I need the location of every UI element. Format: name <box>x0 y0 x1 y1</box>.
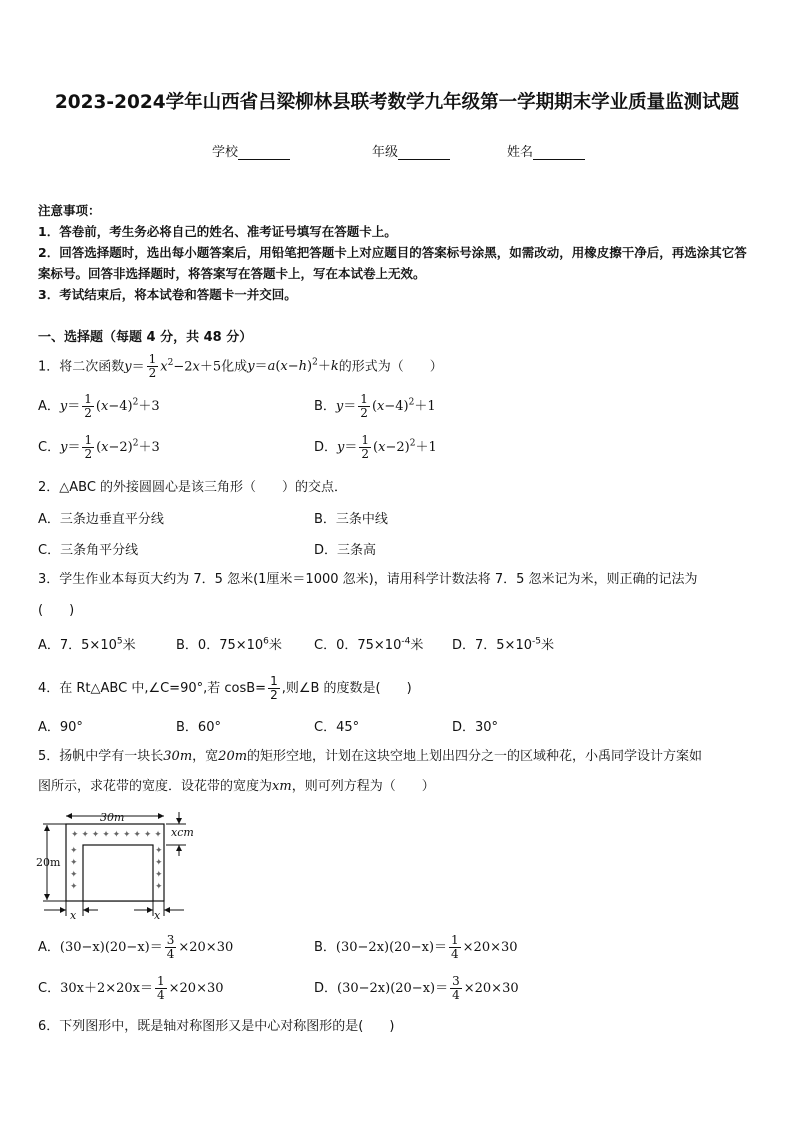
svg-text:✦: ✦ <box>155 846 163 856</box>
q1-option-a[interactable]: A．y＝ $\frac{1}{2}$ $(x-4)^2+3$ <box>38 392 160 420</box>
page-title: 2023-2024学年山西省吕梁柳林县联考数学九年级第一学期期末学业质量监测试题 <box>54 92 740 113</box>
q5-option-b[interactable]: B．(30−2x)(20−x)＝ $\frac{1}{4}$ ×20×30 <box>314 933 518 961</box>
q1-middle: 化成 <box>221 359 248 375</box>
fig-bottom-left-label: x <box>70 909 77 920</box>
q1-option-d[interactable]: D．y＝ $\frac{1}{2}$ $(x-2)^2+1$ <box>314 433 437 461</box>
svg-text:✦: ✦ <box>70 882 78 892</box>
q4-option-a[interactable]: A．90° <box>38 720 83 735</box>
q2-option-c[interactable]: C．三条角平分线 <box>38 543 139 558</box>
q2-option-a[interactable]: A．三条边垂直平分线 <box>38 512 164 527</box>
name-label: 姓名 <box>507 145 534 160</box>
q1-formula: y <box>124 359 132 375</box>
svg-text:✦: ✦ <box>155 870 163 880</box>
q1-prefix: 1．将二次函数 <box>38 359 125 375</box>
question-4: 4．在 Rt△ABC 中,∠C=90°,若 cosB= $\frac{1}{2}$ ,则∠B 的度数是( ) <box>38 674 412 702</box>
svg-text:✦: ✦ <box>155 858 163 868</box>
fig-right-label: xcm <box>171 826 194 839</box>
q5-option-d[interactable]: D．(30−2x)(20−x)＝ $\frac{3}{4}$ ×20×30 <box>314 974 519 1002</box>
notice-heading: 注意事项： <box>38 203 101 218</box>
svg-text:✦: ✦ <box>155 882 163 892</box>
question-2: 2．△ABC 的外接圆圆心是该三角形（ ）的交点． <box>38 480 348 495</box>
name-field[interactable] <box>507 141 585 160</box>
grade-label: 年级 <box>372 145 399 160</box>
section-heading: 一、选择题（每题 4 分，共 48 分） <box>38 330 253 345</box>
q3-option-a[interactable]: A．7．$5\times 10^5$米 <box>38 636 136 653</box>
school-label: 学校 <box>212 145 239 160</box>
q1-suffix: 的形式为（ ） <box>338 359 443 375</box>
q2-option-d[interactable]: D．三条高 <box>314 543 377 558</box>
q3-option-c[interactable]: C．0．$75\times 10^{-4}$米 <box>314 636 424 653</box>
q1-option-c[interactable]: C．y＝ $\frac{1}{2}$ $(x-2)^2+3$ <box>38 433 160 461</box>
svg-text:✦: ✦ <box>70 858 78 868</box>
q3-stem: 3．学生作业本每页大约为 7．5 忽米(1厘米＝1000 忽米)，请用科学计数法将 7．5 忽米记为米，则正确的记法为 <box>38 572 698 587</box>
question-5: 5．扬帆中学有一块长30m，宽20m的矩形空地，计划在这块空地上划出四分之一的区域种花，小禹同学设计方案如 图所示，求花带的宽度．设花带的宽度为xm，则可列方程为（ ） <box>38 749 703 794</box>
notice-item: 2．回答选择题时，选出每小题答案后，用铅笔把答题卡上对应题目的答案标号涂黑，如需改动，用橡皮擦干净后，再选涂其它答案标号。回答非选择题时，将答案写在答题卡上，写在本试卷上无效。 <box>38 245 747 281</box>
grade-field[interactable] <box>372 141 450 160</box>
question-3 <box>38 569 758 622</box>
fig-bottom-right-label: x <box>154 909 161 920</box>
q3-option-d[interactable]: D．7．$5\times 10^{-5}$米 <box>452 636 554 653</box>
notice-item: 3．考试结束后，将本试卷和答题卡一并交回。 <box>38 287 297 302</box>
q5-option-c[interactable]: C．30x＋2×20x＝ $\frac{1}{4}$ ×20×30 <box>38 974 224 1002</box>
question-6: 6．下列图形中，既是轴对称图形又是中心对称图形的是( ) <box>38 1019 395 1034</box>
notice-block <box>38 200 758 305</box>
q5-option-a[interactable]: A．(30−x)(20−x)＝ $\frac{3}{4}$ ×20×30 <box>38 933 234 961</box>
question-1: 1．将二次函数y＝ $\frac{1}{2}$ $x^2-2x+5$化成$y=a(x-h)^2+k$的形式为（ ） <box>38 352 443 381</box>
svg-text:✦: ✦ <box>70 846 78 856</box>
garden-diagram <box>34 808 204 920</box>
fig-left-label: 20m <box>36 856 61 869</box>
q4-option-d[interactable]: D．30° <box>452 720 499 735</box>
svg-text:✦ ✦ ✦ ✦ ✦ ✦ ✦ ✦ ✦: ✦ ✦ ✦ ✦ ✦ ✦ ✦ ✦ ✦ <box>71 830 162 840</box>
fig-top-label: 30m <box>100 811 125 824</box>
q4-fraction: $\frac{1}{2}$ <box>270 674 278 702</box>
q4-option-b[interactable]: B．60° <box>176 720 221 735</box>
q3-option-b[interactable]: B．0．$75\times 10^6$米 <box>176 636 282 653</box>
q4-option-c[interactable]: C．45° <box>314 720 360 735</box>
school-field[interactable] <box>212 141 290 160</box>
svg-text:✦: ✦ <box>70 870 78 880</box>
notice-item: 1．答卷前，考生务必将自己的姓名、准考证号填写在答题卡上。 <box>38 224 397 239</box>
q3-stem-paren: ( ) <box>38 603 75 618</box>
q2-option-b[interactable]: B．三条中线 <box>314 512 388 527</box>
q1-option-b[interactable]: B．y＝ $\frac{1}{2}$ $(x-4)^2+1$ <box>314 392 436 420</box>
